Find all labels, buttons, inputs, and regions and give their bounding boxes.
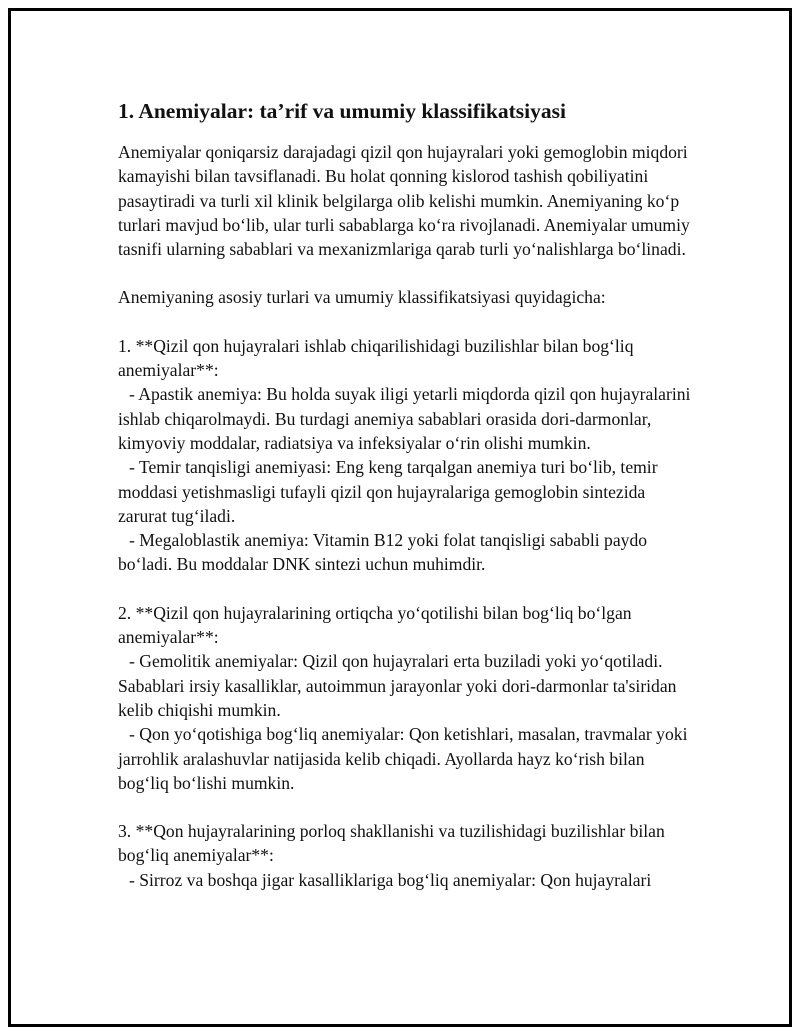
list-item-text: - Temir tanqisligi anemiyasi: Eng keng tarqalgan anemiya turi boʻlib, temir moddasi yetishmasligi tufayli qizil qon hujayralariga gemoglobin sintezida zarurat tugʻiladi. [118,457,658,526]
list-item [118,455,698,528]
list-item-text: - Apastik anemiya: Bu holda suyak iligi yetarli miqdorda qizil qon hujayralarini ishlab chiqarolmaydi. Bu turdagi anemiya sabablari orasida dori-darmonlar, kimyoviy moddalar, radiatsiya va infeksiyalar oʻrin olishi mumkin. [118,384,691,453]
section-2 [118,601,698,795]
section-heading: 2. **Qizil qon hujayralarining ortiqcha yoʻqotilishi bilan bogʻliq boʻlgan anemiyalar**: [118,602,632,648]
list-item-text: - Qon yoʻqotishiga bogʻliq anemiyalar: Qon ketishlari, masalan, travmalar yoki jarrohlik aralashuvlar natijasida kelib chiqadi. Ayollarda hayz koʻrish bilan bogʻliq boʻlishi mumkin. [118,724,688,793]
lead-paragraph: Anemiyaning asosiy turlari va umumiy klassifikatsiyasi quyidagicha: [118,287,606,308]
section-3 [118,819,698,892]
page-frame [8,8,792,1027]
list-item-text: - Sirroz va boshqa jigar kasalliklariga bogʻliq anemiyalar: Qon hujayralari [129,869,652,890]
document-title: 1. Anemiyalar: ta’rif va umumiy klassifikatsiyasi [118,99,566,123]
section-heading: 1. **Qizil qon hujayralari ishlab chiqarilishidagi buzilishlar bilan bogʻliq anemiyalar**: [118,335,634,381]
list-item-text: - Gemolitik anemiyalar: Qizil qon hujayralari erta buziladi yoki yoʻqotiladi. Sabablari irsiy kasalliklar, autoimmun jarayonlar yoki dori-darmonlar ta'siridan kelib chiqishi mumkin. [118,651,677,720]
section-heading: 3. **Qon hujayralarining porloq shakllanishi va tuzilishidagi buzilishlar bilan bogʻliq anemiyalar**: [118,821,665,866]
list-item [118,868,698,892]
list-item-text: - Megaloblastik anemiya: Vitamin B12 yoki folat tanqisligi sababli paydo boʻladi. Bu moddalar DNK sintezi uchun muhimdir. [118,530,648,575]
list-item [118,528,698,577]
list-item [118,382,698,455]
document-body [118,97,698,892]
intro-paragraph: Anemiyalar qoniqarsiz darajadagi qizil qon hujayralari yoki gemoglobin miqdori kamayishi bilan tavsiflanadi. Bu holat qonning kislorod tashish qobiliyatini pasaytiradi va turli xil klinik belgilarga olib kelishi mumkin. Anemiyaning koʻp turlari mavjud boʻlib, ular turli sabablarga koʻra rivojlanadi. Anemiyalar umumiy tasnifi ularning sabablari va mexanizmlariga qarab turli yoʻnalishlarga boʻlinadi. [118,142,690,260]
list-item [118,722,698,795]
section-1 [118,334,698,577]
list-item [118,649,698,722]
